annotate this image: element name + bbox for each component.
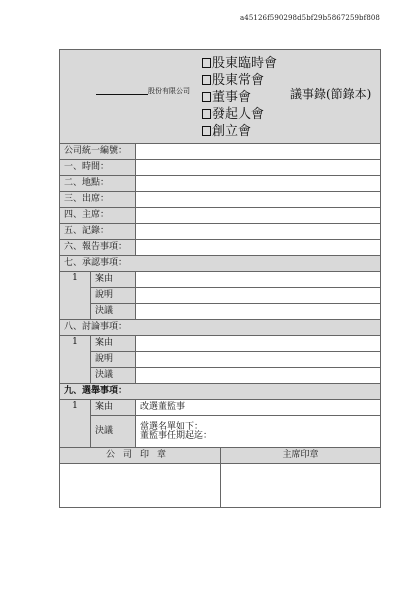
election-reason-value[interactable]: 改選董監事 <box>136 400 381 416</box>
election-resolution-label: 決議 <box>91 416 136 448</box>
meeting-type-options <box>202 55 277 140</box>
discuss-explain-label: 說明 <box>91 352 136 368</box>
row-place <box>60 176 381 192</box>
election-resolution-row <box>60 416 381 448</box>
minutes-form <box>59 49 381 508</box>
chair-seal-label: 主席印章 <box>221 448 381 464</box>
option-extraordinary-shareholders[interactable]: 股東臨時會 <box>202 55 277 72</box>
label-election: 九、選舉事項： <box>60 384 381 400</box>
ratify-resolution-label: 決議 <box>91 304 136 320</box>
elected-list-line: 當選名單如下： <box>140 421 204 432</box>
seal-row <box>60 464 381 508</box>
ratify-explain-row <box>60 288 381 304</box>
checkbox-icon[interactable] <box>202 109 211 119</box>
value-report[interactable] <box>136 240 381 256</box>
ratify-item-number: 1 <box>60 272 91 320</box>
option-founding[interactable]: 創立會 <box>202 123 277 140</box>
discuss-explain-value[interactable] <box>136 352 381 368</box>
discuss-resolution-value[interactable] <box>136 368 381 384</box>
value-attendance[interactable] <box>136 192 381 208</box>
row-unified-no <box>60 144 381 160</box>
label-time: 一、時間： <box>60 160 136 176</box>
seal-header-row <box>60 448 381 464</box>
ratify-resolution-value[interactable] <box>136 304 381 320</box>
chair-seal-area[interactable] <box>221 464 381 508</box>
ratify-explain-value[interactable] <box>136 288 381 304</box>
label-record: 五、記錄： <box>60 224 136 240</box>
discuss-reason-label: 案由 <box>91 336 136 352</box>
discuss-explain-row <box>60 352 381 368</box>
ratify-reason-row <box>60 272 381 288</box>
term-period-line: 董監事任期起迄： <box>140 430 213 441</box>
company-seal-label: 公司印章 <box>60 448 221 464</box>
election-reason-label: 案由 <box>91 400 136 416</box>
row-report <box>60 240 381 256</box>
document-id: a45126f590298d5bf29b5867259bf808 <box>240 14 380 22</box>
discuss-reason-row <box>60 336 381 352</box>
label-chair: 四、主席： <box>60 208 136 224</box>
checkbox-icon[interactable] <box>202 92 211 102</box>
value-unified-no[interactable] <box>136 144 381 160</box>
row-attendance <box>60 192 381 208</box>
row-election <box>60 384 381 400</box>
ratify-resolution-row <box>60 304 381 320</box>
checkbox-icon[interactable] <box>202 75 211 85</box>
ratify-explain-label: 說明 <box>91 288 136 304</box>
label-unified-no: 公司統一編號： <box>60 144 136 160</box>
row-discuss <box>60 320 381 336</box>
checkbox-icon[interactable] <box>202 58 211 68</box>
checkbox-icon[interactable] <box>202 126 211 136</box>
ratify-reason-label: 案由 <box>91 272 136 288</box>
label-report: 六、報告事項： <box>60 240 136 256</box>
form-title: 議事錄(節錄本) <box>290 87 372 101</box>
label-place: 二、地點： <box>60 176 136 192</box>
label-ratify: 七、承認事項： <box>60 256 381 272</box>
company-name-blank[interactable] <box>96 94 148 95</box>
election-item-number: 1 <box>60 400 91 448</box>
discuss-item-number: 1 <box>60 336 91 384</box>
label-discuss: 八、討論事項： <box>60 320 381 336</box>
row-record <box>60 224 381 240</box>
form-header <box>60 50 381 144</box>
company-suffix: 股份有限公司 <box>148 87 190 95</box>
value-time[interactable] <box>136 160 381 176</box>
value-chair[interactable] <box>136 208 381 224</box>
discuss-reason-value[interactable] <box>136 336 381 352</box>
company-seal-area[interactable] <box>60 464 221 508</box>
option-promoters[interactable]: 發起人會 <box>202 106 277 123</box>
ratify-reason-value[interactable] <box>136 272 381 288</box>
discuss-resolution-label: 決議 <box>91 368 136 384</box>
discuss-resolution-row <box>60 368 381 384</box>
option-board[interactable]: 董事會 <box>202 89 277 106</box>
election-resolution-value[interactable] <box>136 416 381 448</box>
option-regular-shareholders[interactable]: 股東常會 <box>202 72 277 89</box>
election-reason-row <box>60 400 381 416</box>
row-chair <box>60 208 381 224</box>
row-time <box>60 160 381 176</box>
row-ratify <box>60 256 381 272</box>
value-record[interactable] <box>136 224 381 240</box>
label-attendance: 三、出席： <box>60 192 136 208</box>
value-place[interactable] <box>136 176 381 192</box>
